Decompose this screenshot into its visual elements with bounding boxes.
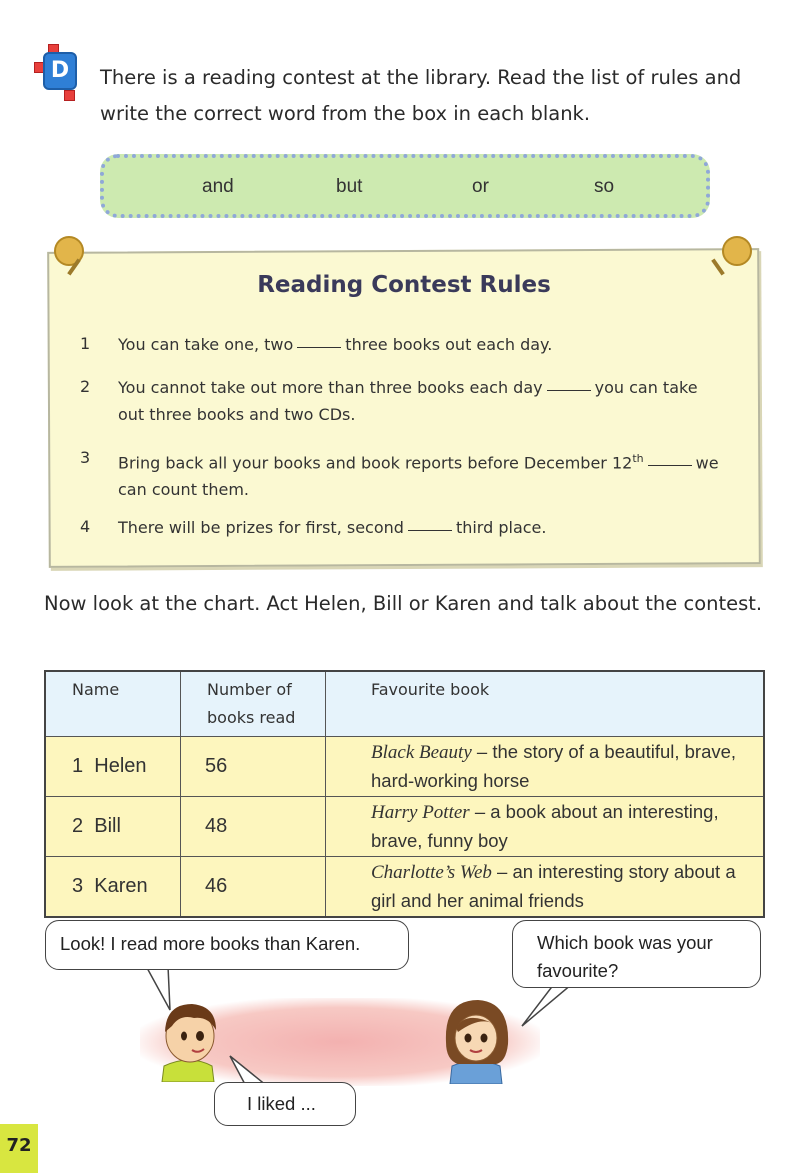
rule-text: we can count them. [118, 453, 719, 500]
rules-title: Reading Contest Rules [257, 272, 551, 298]
answer-blank[interactable] [547, 390, 591, 391]
answer-blank[interactable] [408, 530, 452, 531]
rule-2 [118, 374, 728, 428]
table-row [45, 797, 764, 857]
instruction-text: There is a reading contest at the library. Read the list of rules and write the correct word from the box in each blank. [100, 66, 742, 125]
rule-text: three books out each day. [345, 335, 553, 354]
book-title: Black Beauty [371, 742, 472, 763]
section-letter: D [43, 52, 77, 90]
student-name: Bill [94, 815, 121, 837]
rule-number: 4 [80, 517, 91, 536]
book-title: Harry Potter [371, 802, 470, 823]
rule-1 [118, 331, 728, 358]
column-header-name: Name [45, 671, 181, 737]
word-so: so [594, 176, 615, 197]
favourite-book-cell [326, 857, 765, 918]
speech-bubble-girl: Which book was your favourite? [512, 920, 761, 988]
name-cell [45, 857, 181, 918]
column-header-favourite: Favourite book [326, 671, 765, 737]
word-and: and [202, 176, 234, 197]
rule-4 [118, 514, 728, 541]
rule-3 [118, 445, 728, 503]
name-cell [45, 737, 181, 797]
rank: 1 [72, 755, 84, 777]
word-or: or [472, 176, 489, 197]
table-row [45, 857, 764, 918]
book-title: Charlotte’s Web [371, 862, 492, 883]
rank: 3 [72, 875, 84, 897]
reading-chart [44, 670, 765, 918]
book-description: – an interesting story about a girl and her animal friends [371, 861, 736, 911]
favourite-book-cell [326, 797, 765, 857]
speech-bubble-prompt: I liked ... [214, 1082, 356, 1126]
rank: 2 [72, 815, 84, 837]
books-read-cell: 46 [181, 857, 326, 918]
rule-text: third place. [455, 518, 547, 537]
rule-text: You cannot take out more than three books each day [118, 378, 543, 397]
rule-text: Bring back all your books and book reports before December 12 [118, 453, 633, 473]
student-name: Helen [94, 755, 147, 777]
answer-blank[interactable] [648, 465, 692, 466]
column-header-books: Number of books read [181, 671, 326, 737]
word-but: but [336, 176, 363, 197]
page-number: 72 [0, 1124, 38, 1173]
pushpin-icon [722, 236, 752, 266]
rule-text: you can take out three books and two CDs. [118, 378, 698, 424]
favourite-book-cell [326, 737, 765, 797]
rule-number: 3 [80, 448, 91, 467]
section-marker [34, 44, 82, 104]
table-header-row [45, 671, 764, 737]
student-name: Karen [94, 875, 148, 897]
answer-blank[interactable] [297, 347, 341, 348]
rule-text: You can take one, two [118, 335, 294, 354]
rule-text: There will be prizes for first, second [118, 518, 404, 537]
superscript: th [632, 452, 644, 465]
chart-instruction: Now look at the chart. Act Helen, Bill or Karen and talk about the contest. [44, 592, 763, 615]
book-description: – a book about an interesting, brave, funny boy [371, 801, 719, 851]
table-row [45, 737, 764, 797]
books-read-cell: 56 [181, 737, 326, 797]
rule-number: 1 [80, 334, 91, 353]
word-box [100, 154, 710, 218]
speech-bubble-boy: Look! I read more books than Karen. [45, 920, 409, 970]
book-description: – the story of a beautiful, brave, hard-working horse [371, 741, 737, 791]
bubble-tail [520, 984, 580, 1030]
bubble-tail [140, 966, 190, 1012]
books-read-cell: 48 [181, 797, 326, 857]
name-cell [45, 797, 181, 857]
rule-number: 2 [80, 377, 91, 396]
girl-illustration [436, 994, 516, 1084]
